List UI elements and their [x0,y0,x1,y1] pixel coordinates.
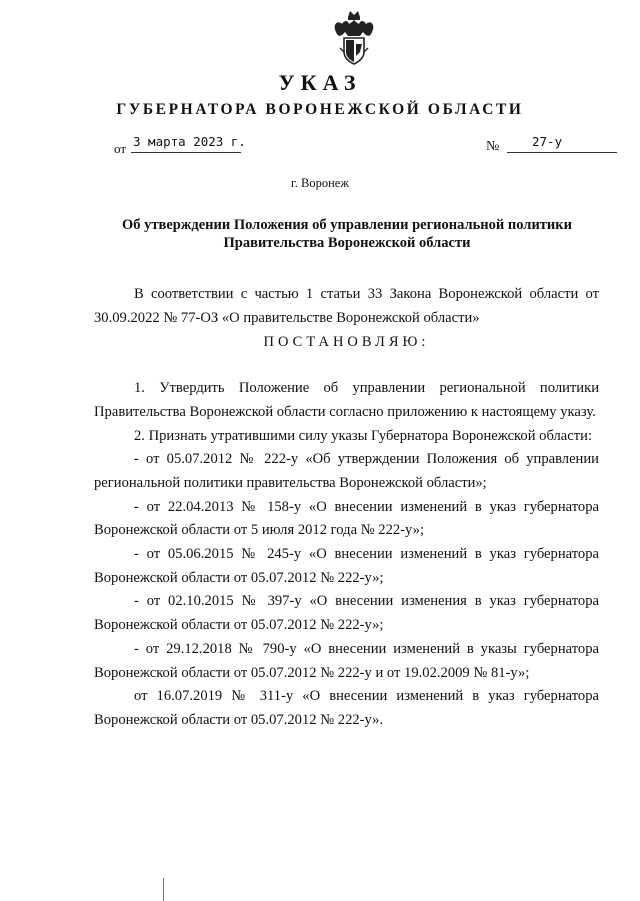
decree-number: 27-у [532,134,563,149]
decree-word: ПОСТАНОВЛЯЮ: [263,334,430,351]
heading-line-1: Об утверждении Положения об управлении региональной политики [122,217,572,233]
issuer-subtitle: ГУБЕРНАТОРА ВОРОНЕЖСКОЙ ОБЛАСТИ [116,101,524,118]
document-body [94,283,599,733]
number-underline [507,152,617,153]
repealed-item: - от 05.07.2012 № 222-у «Об утверждении Положения об управлении региональной политики правительства Воронежской области»; [94,451,599,491]
clause-1: 1. Утвердить Положение об управлении региональной политики Правительства Воронежской области согласно приложению к настоящему указу. [94,380,599,420]
preamble-paragraph: В соответствии с частью 1 статьи 33 Закона Воронежской области от 30.09.2022 № 77-ОЗ «О правительстве Воронежской области» [94,286,599,326]
decree-date: 3 марта 2023 г. [133,134,246,149]
repealed-item: - от 05.06.2015 № 245-у «О внесении изменений в указ губернатора Воронежской области от 05.07.2012 № 222-у»; [94,546,599,586]
from-label: от [114,141,127,156]
heading-line-2: Правительства Воронежской области [223,235,471,251]
date-number-row [0,132,640,156]
repealed-item: - от 29.12.2018 № 790-у «О внесении изменений в указы губернатора Воронежской области от 05.07.2012 № 222-у и от 19.02.2009 № 81-у»; [94,640,599,681]
page-edge-mark [163,878,164,901]
decree-title: УКАЗ [278,70,362,95]
coat-of-arms-icon [330,8,378,68]
document-heading [94,216,600,252]
city-label: г. Воронеж [291,176,349,190]
repealed-item: от 16.07.2019 № 311-у «О внесении изменений в указ губернатора Воронежской области от 05.07.2012 № 222-у». [94,688,599,728]
clause-2: 2. Признать утратившими силу указы Губернатора Воронежской области: [134,427,592,444]
number-label: № [486,139,500,154]
date-underline [131,152,241,153]
repealed-item: - от 02.10.2015 № 397-у «О внесении изменения в указ губернатора Воронежской области от 05.07.2012 № 222-у»; [94,593,599,634]
repealed-item: - от 22.04.2013 № 158-у «О внесении изменений в указ губернатора Воронежской области от 5 июля 2012 года № 222-у»; [94,498,599,539]
